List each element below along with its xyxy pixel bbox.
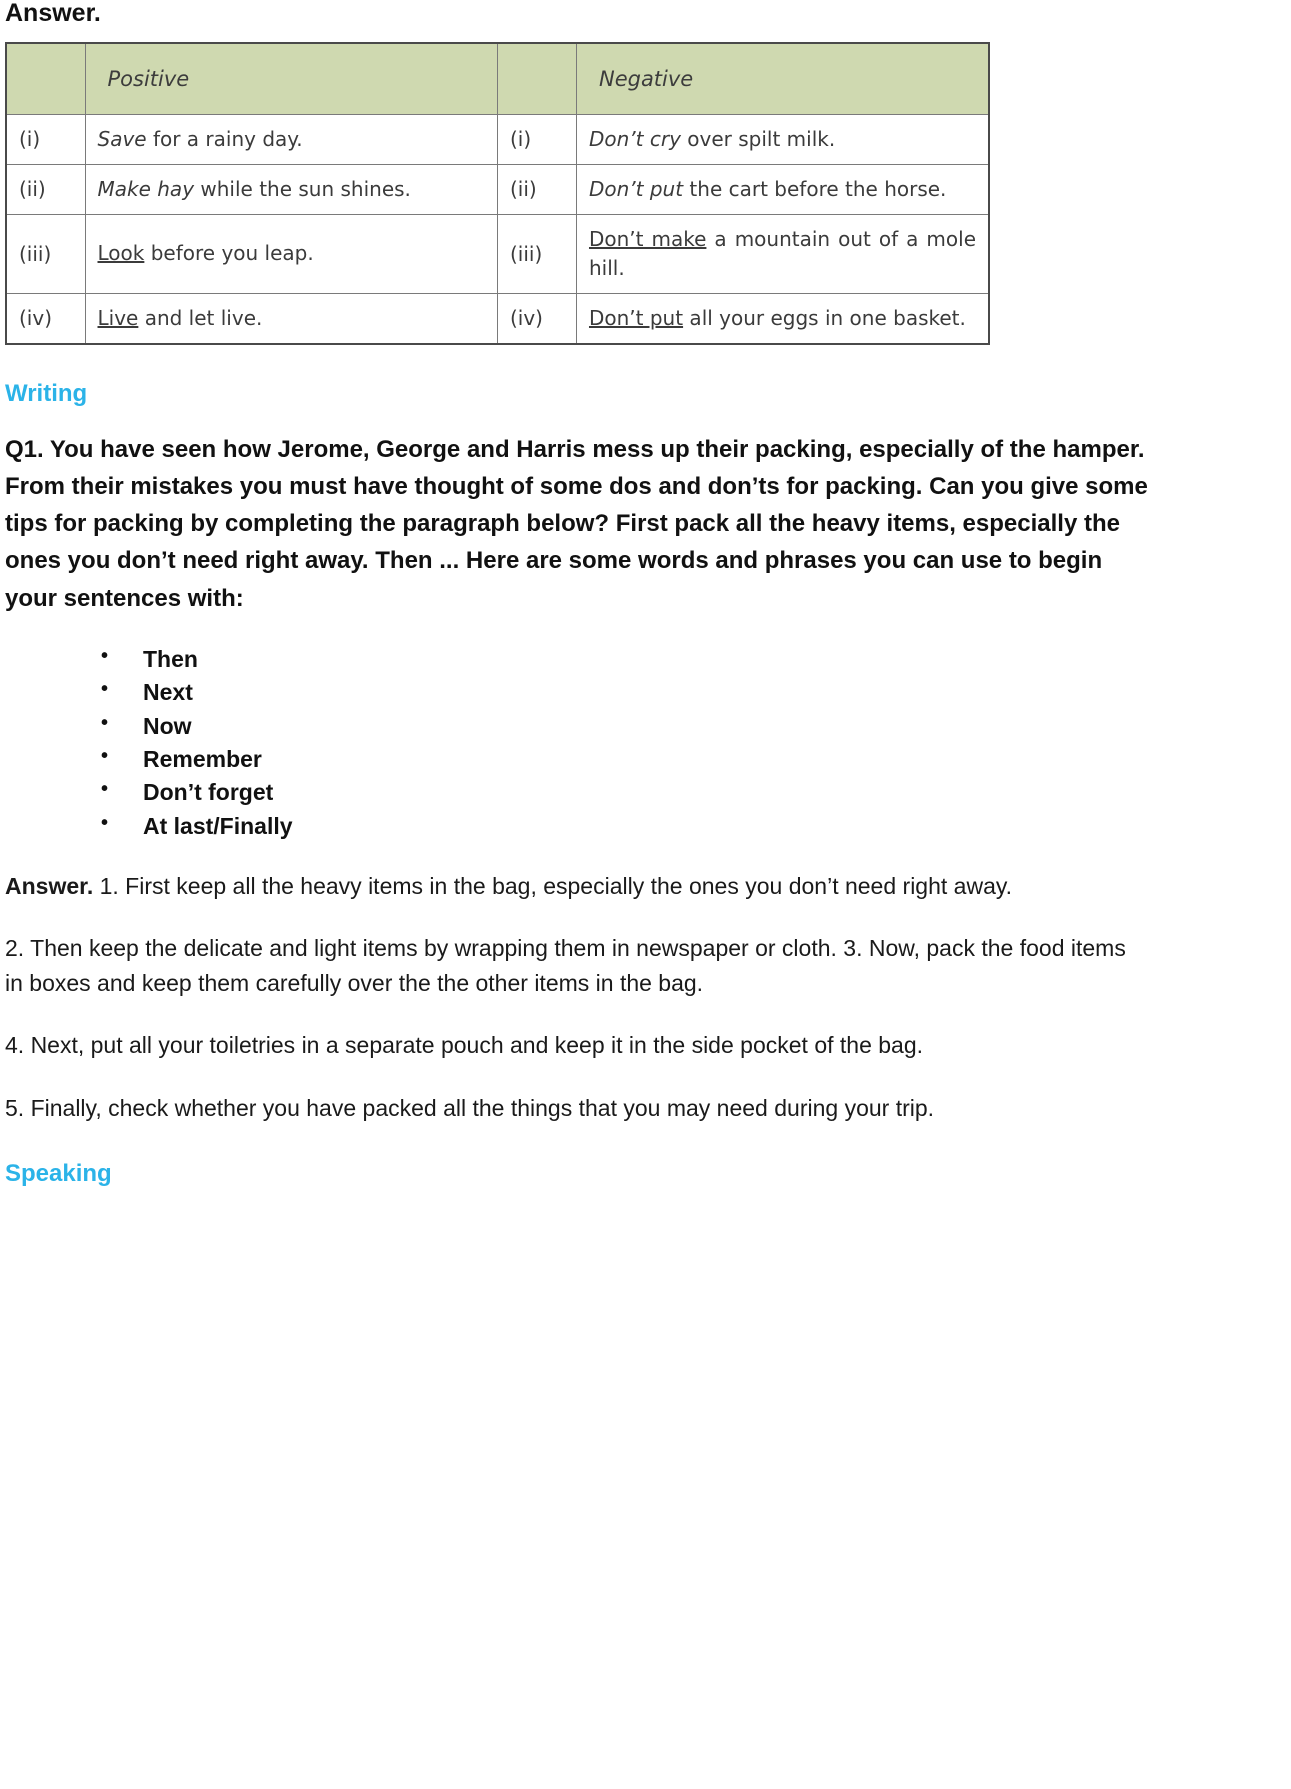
cell-positive-emphasis: Make hay (97, 176, 195, 201)
cell-positive-emphasis: Save (97, 126, 147, 151)
cell-positive-emphasis: Look (97, 241, 145, 265)
cell-positive-rest: before you leap. (144, 241, 314, 265)
cell-negative-emphasis: Don’t put (588, 176, 684, 201)
proverbs-table (5, 42, 990, 345)
cell-negative-rest: all your eggs in one basket. (683, 305, 966, 330)
list-item: • Remember (101, 743, 1286, 776)
row-number-negative: (ii) (497, 164, 576, 214)
answer-label: Answer. (5, 0, 101, 27)
cell-negative (576, 214, 989, 293)
row-number-negative: (iv) (497, 293, 576, 344)
row-number-positive: (iv) (6, 293, 85, 344)
answer-paragraph-4: 5. Finally, check whether you have packed all the things that you may need during your trip. (5, 1094, 935, 1121)
cell-positive (85, 214, 497, 293)
section-heading-writing: Writing (5, 379, 88, 407)
answer-paragraph-1 (5, 869, 1150, 904)
cell-negative-rest: over spilt milk. (680, 126, 836, 151)
row-number-positive: (iii) (6, 214, 85, 293)
cell-negative-rest: the cart before the horse. (683, 176, 947, 201)
table-header-row (6, 43, 989, 115)
writing-question: Q1. You have seen how Jerome, George and Harris mess up their packing, especially of the hamper. From their mistakes you must have thought of some dos and don’ts for packing. Can you give some tips for packing by completing the paragraph below? First pack all the heavy items, especially the ones you don’t need right away. Then ... Here are some words and phrases you can use to begin your sentences with: (5, 435, 1148, 612)
cell-positive (85, 293, 497, 344)
cell-positive-rest: and let live. (138, 305, 263, 330)
table-row (6, 164, 989, 214)
answer-label: Answer. (5, 872, 94, 899)
row-number-positive: (ii) (6, 164, 85, 214)
row-number-negative: (iii) (497, 214, 576, 293)
cell-positive-emphasis: Live (97, 305, 139, 330)
table-row (6, 214, 989, 293)
cell-negative-emphasis: Don’t make (588, 226, 707, 251)
answer-paragraph-2: 2. Then keep the delicate and light items by wrapping them in newspaper or cloth. 3. Now, pack the food items in boxes and keep them carefully over the the other items in the bag. (5, 935, 1126, 996)
list-item: • Then (101, 643, 1286, 676)
cell-negative-rest: a mountain out of a mole hill. (588, 226, 977, 280)
answer-paragraph-3: 4. Next, put all your toiletries in a separate pouch and keep it in the side pocket of the bag. (5, 1032, 924, 1059)
table-row (6, 293, 989, 344)
cell-positive-rest: for a rainy day. (146, 126, 303, 151)
column-header-negative-num (497, 43, 576, 115)
cell-negative-emphasis: Don’t cry (588, 126, 681, 151)
list-item: • Don’t forget (101, 776, 1286, 809)
row-number-positive: (i) (6, 114, 85, 164)
list-item: • At last/Finally (101, 810, 1286, 843)
cell-positive (85, 164, 497, 214)
answer-paragraph-1-text: 1. First keep all the heavy items in the bag, especially the ones you don’t need right away. (93, 872, 1013, 899)
list-item: • Next (101, 676, 1286, 709)
cell-positive (85, 114, 497, 164)
cell-negative (576, 293, 989, 344)
cell-negative (576, 164, 989, 214)
list-item: • Now (101, 710, 1286, 743)
row-number-negative: (i) (497, 114, 576, 164)
table-row (6, 114, 989, 164)
column-header-positive: Positive (85, 43, 497, 115)
cell-negative (576, 114, 989, 164)
section-heading-speaking: Speaking (5, 1160, 112, 1188)
column-header-negative: Negative (576, 43, 989, 115)
tips-list (5, 643, 1286, 843)
column-header-positive-num (6, 43, 85, 115)
cell-negative-emphasis: Don’t put (588, 305, 684, 330)
cell-positive-rest: while the sun shines. (194, 176, 411, 201)
